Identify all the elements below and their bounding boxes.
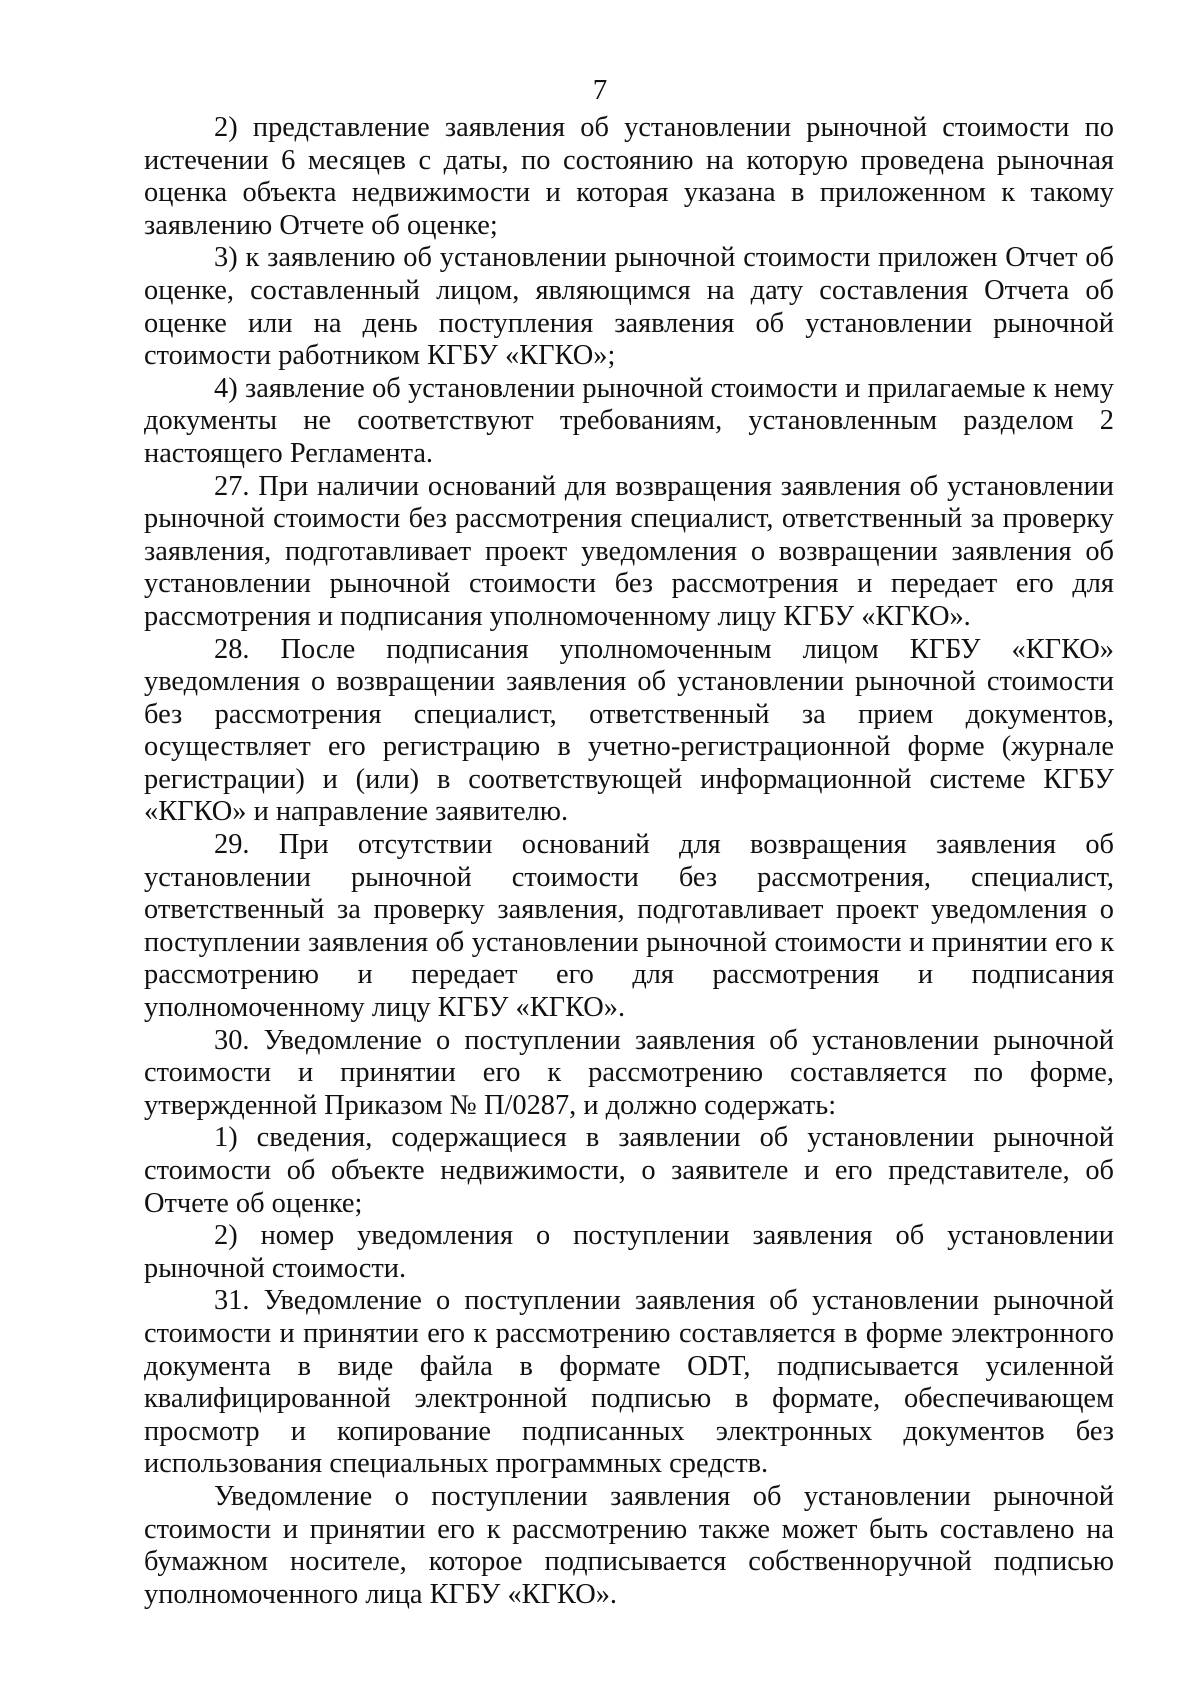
- paragraph-29: 29. При отсутствии оснований для возвращения заявления об установлении рыночной стоимости без рассмотрения, специалист, ответственный за проверку заявления, подготавливает проект уведомления о поступлении заявления об установлении рыночной стоимости и принятии его к рассмотрению и передает его для рассмотрения и подписания уполномоченному лицу КГБУ «КГКО».: [144, 829, 1114, 1024]
- paragraph-28: 28. После подписания уполномоченным лицом КГБУ «КГКО» уведомления о возвращении заявления об установлении рыночной стоимости без рассмотрения специалист, ответственный за прием документов, осуществляет его регистрацию в учетно-регистрационной форме (журнале регистрации) и (или) в соответствующей информационной системе КГБУ «КГКО» и направление заявителю.: [144, 633, 1114, 828]
- paragraph-item-2: 2) представление заявления об установлении рыночной стоимости по истечении 6 месяцев с даты, по состоянию на которую проведена рыночная оценка объекта недвижимости и которая указана в приложенном к такому заявлению Отчете об оценке;: [144, 112, 1114, 241]
- paragraph-30: 30. Уведомление о поступлении заявления об установлении рыночной стоимости и принятии его к рассмотрению составляется по форме, утвержденной Приказом № П/0287, и должно содержать:: [144, 1024, 1114, 1121]
- page-number: 7: [592, 74, 608, 106]
- document-body: [144, 112, 1114, 1611]
- paragraph-30-item-2: 2) номер уведомления о поступлении заявления об установлении рыночной стоимости.: [144, 1220, 1114, 1284]
- paragraph-31: 31. Уведомление о поступлении заявления об установлении рыночной стоимости и принятии его к рассмотрению составляется в форме электронного документа в виде файла в формате ODT, подписывается усиленной квалифицированной электронной подписью в формате, обеспечивающем просмотр и копирование подписанных электронных документов без использования специальных программных средств.: [144, 1285, 1114, 1480]
- paragraph-item-4: 4) заявление об установлении рыночной стоимости и прилагаемые к нему документы не соответствуют требованиям, установленным разделом 2 настоящего Регламента.: [144, 372, 1114, 469]
- paragraph-30-item-1: 1) сведения, содержащиеся в заявлении об установлении рыночной стоимости об объекте недвижимости, о заявителе и его представителе, об Отчете об оценке;: [144, 1122, 1114, 1219]
- paragraph-27: 27. При наличии оснований для возвращения заявления об установлении рыночной стоимости без рассмотрения специалист, ответственный за проверку заявления, подготавливает проект уведомления о возвращении заявления об установлении рыночной стоимости без рассмотрения и передает его для рассмотрения и подписания уполномоченному лицу КГБУ «КГКО».: [144, 470, 1114, 632]
- paragraph-31-continuation: Уведомление о поступлении заявления об установлении рыночной стоимости и принятии его к рассмотрению также может быть составлено на бумажном носителе, которое подписывается собственноручной подписью уполномоченного лица КГБУ «КГКО».: [144, 1480, 1114, 1610]
- paragraph-item-3: 3) к заявлению об установлении рыночной стоимости приложен Отчет об оценке, составленный лицом, являющимся на дату составления Отчета об оценке или на день поступления заявления об установлении рыночной стоимости работником КГБУ «КГКО»;: [144, 242, 1114, 372]
